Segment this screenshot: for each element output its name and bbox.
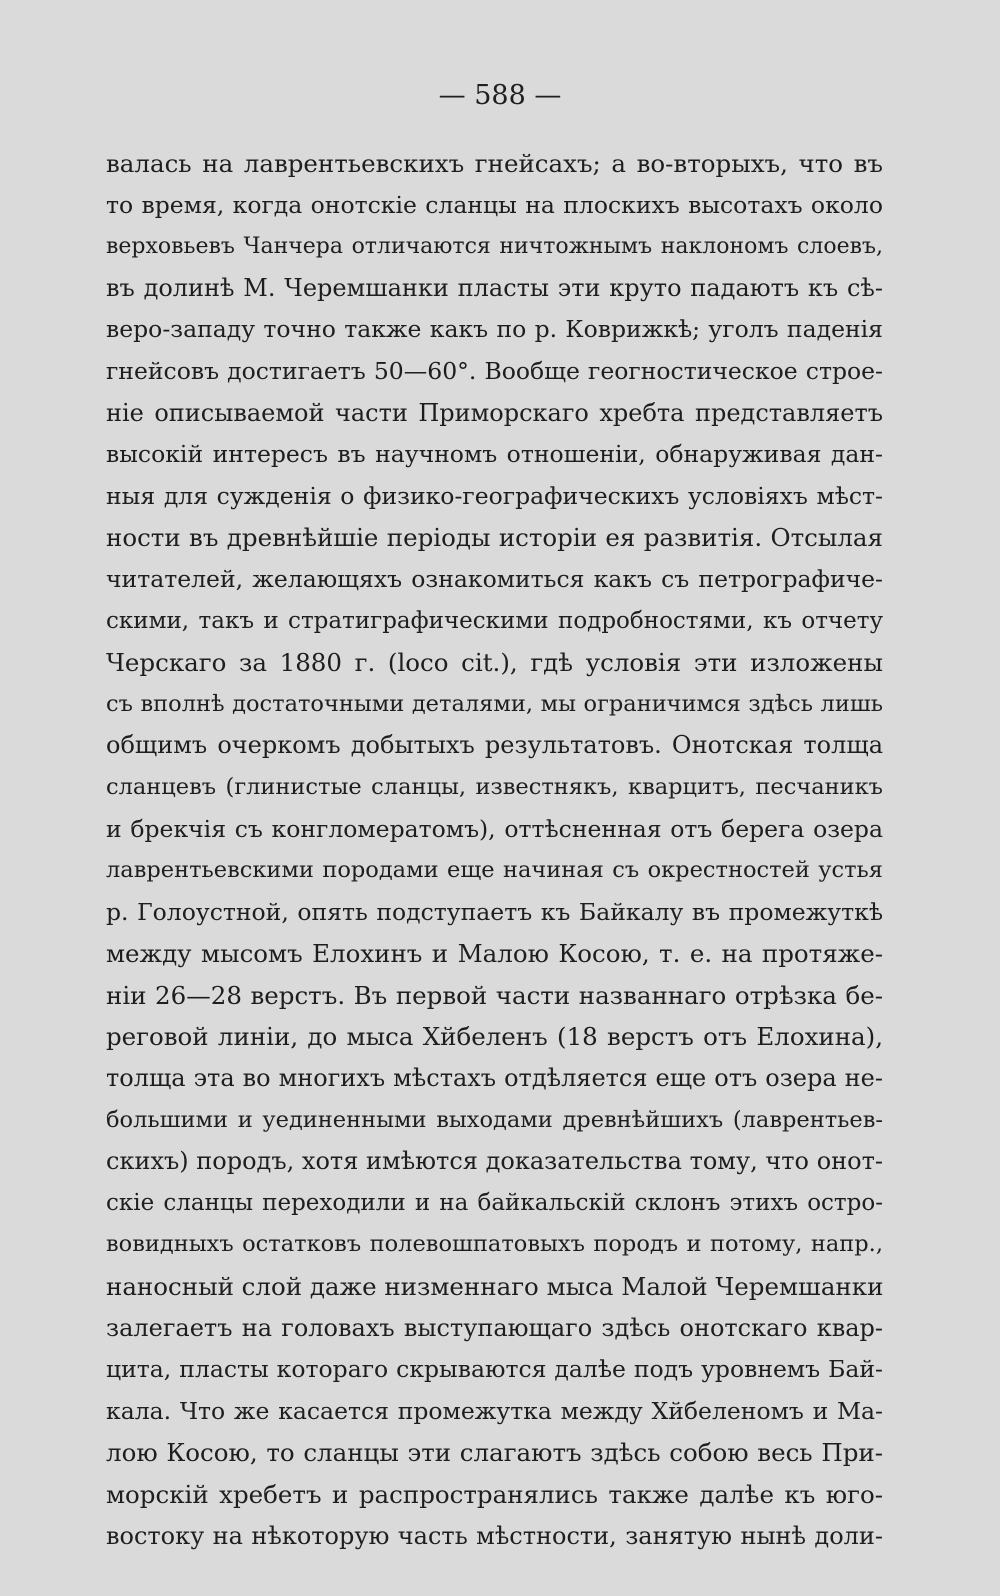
body-text xyxy=(106,143,883,1557)
text-line: цита, пласты котораго скрываются далѣе подъ уровнемъ Бай- xyxy=(106,1355,883,1384)
text-line: лаврентьевскими породами еще начиная съ окрестностей устья xyxy=(106,857,883,884)
text-line: морскій хребетъ и распространялись также далѣе къ юго- xyxy=(106,1480,883,1509)
text-line: читателей, желающяхъ ознакомиться какъ съ петрографиче- xyxy=(106,564,883,593)
text-line: скіе сланцы переходили и на байкальскій склонъ этихъ остро- xyxy=(106,1189,883,1216)
text-line: скими, такъ и стратиграфическими подробностями, къ отчету xyxy=(106,607,883,634)
text-line: гнейсовъ достигаетъ 50—60°. Вообще геогностическое строе- xyxy=(106,356,883,385)
text-line: сланцевъ (глинистые сланцы, известнякъ, кварцитъ, песчаникъ xyxy=(106,773,883,800)
text-line: между мысомъ Елохинъ и Малою Косою, т. е. на протяже- xyxy=(106,939,883,969)
text-line: и брекчія съ конгломератомъ), оттѣсненная отъ берега озера xyxy=(106,814,883,843)
text-line: высокій интересъ въ научномъ отношеніи, обнаруживая дан- xyxy=(106,440,883,469)
text-line: въ долинѣ М. Черемшанки пласты эти круто падаютъ къ сѣ- xyxy=(106,273,883,302)
text-line: Черскаго за 1880 г. (loco cit.), гдѣ условія эти изложены xyxy=(106,648,883,678)
text-line: большими и уединенными выходами древнѣйшихъ (лаврентьев- xyxy=(106,1106,883,1133)
text-line: ніи 26—28 верстъ. Въ первой части названнаго отрѣзка бе- xyxy=(106,980,883,1010)
text-line: верховьевъ Чанчера отличаются ничтожнымъ наклономъ слоевъ, xyxy=(106,234,883,260)
text-line: общимъ очеркомъ добытыхъ результатовъ. Онотская толща xyxy=(106,731,883,760)
text-line: ности въ древнѣйшіе періоды исторіи ея развитія. Отсылая xyxy=(106,523,883,553)
text-line: наносный слой даже низменнаго мыса Малой Черемшанки xyxy=(106,1272,883,1302)
text-line: то время, когда онотскіе сланцы на плоскихъ высотахъ около xyxy=(106,190,883,219)
text-line: ныя для сужденія о физико-географическихъ условіяхъ мѣст- xyxy=(106,481,883,510)
text-line: р. Голоустной, опять подступаетъ къ Байкалу въ промежуткѣ xyxy=(106,897,883,926)
text-line: съ вполнѣ достаточными деталями, мы ограничимся здѣсь лишь xyxy=(106,690,883,717)
page-number: — 588 — xyxy=(438,80,562,111)
text-line: ніе описываемой части Приморскаго хребта представляетъ xyxy=(106,398,883,427)
text-line: толща эта во многихъ мѣстахъ отдѣляется еще отъ озера не- xyxy=(106,1064,883,1093)
text-line: реговой линіи, до мыса Хйбеленъ (18 верстъ отъ Елохина), xyxy=(106,1022,883,1052)
text-line: кала. Что же касается промежутка между Хйбеленомъ и Ма- xyxy=(106,1396,883,1425)
text-line: залегаетъ на головахъ выступающаго здѣсь онотскаго квар- xyxy=(106,1313,883,1342)
text-line: лою Косою, то сланцы эти слагаютъ здѣсь собою весь При- xyxy=(106,1438,883,1468)
text-line: скихъ) породъ, хотя имѣются доказательства тому, что онот- xyxy=(106,1147,883,1176)
text-line: веро-западу точно также какъ по р. Коврижкѣ; уголъ паденія xyxy=(106,315,883,344)
text-line: валась на лаврентьевскихъ гнейсахъ; а во-вторыхъ, что въ xyxy=(106,149,883,178)
text-line: востоку на нѣкоторую часть мѣстности, занятую нынѣ доли- xyxy=(106,1521,883,1550)
text-line: вовидныхъ остатковъ полевошпатовыхъ породъ и потому, напр., xyxy=(106,1231,883,1258)
